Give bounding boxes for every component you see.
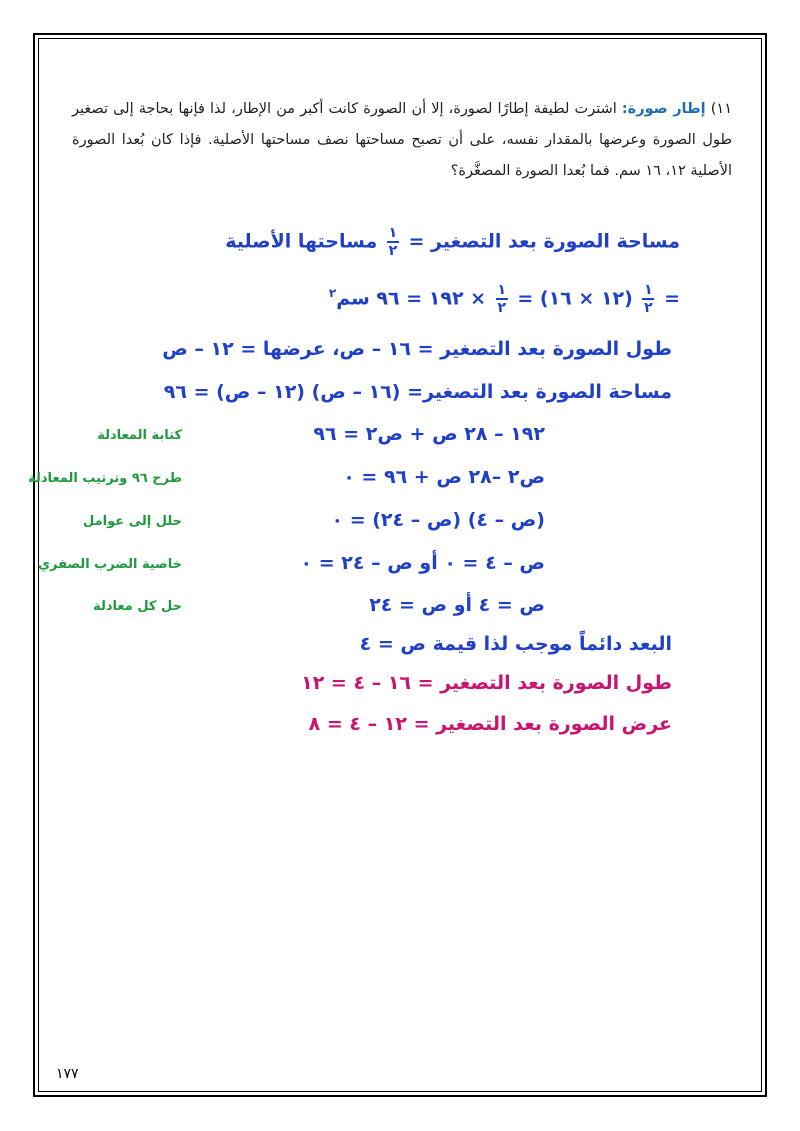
fraction-half-2	[496, 283, 508, 315]
fraction-denominator: ٢	[644, 300, 653, 316]
area-calculation-line	[329, 283, 680, 315]
step-5: ص = ٤ أو ص = ٢٤	[369, 594, 545, 616]
area-relation-line	[225, 226, 680, 258]
calc-prefix: =	[664, 287, 680, 310]
note-5: حل كل معادلة	[93, 599, 182, 614]
fraction-denominator: ٢	[497, 300, 506, 316]
calc-mid: (١٢ × ١٦) =	[517, 287, 633, 310]
final-width-line: عرض الصورة بعد التصغير = ١٢ – ٤ = ٨	[308, 713, 672, 735]
problem-number: ١١)	[710, 101, 732, 117]
fraction-half-1	[642, 283, 654, 315]
length-width-line: طول الصورة بعد التصغير = ١٦ – ص، عرضها = ١٢ – ص	[162, 338, 672, 360]
calc-superscript: ٢	[328, 286, 337, 301]
note-2: طرح ٩٦ وترتيب المعادلة	[28, 471, 182, 486]
fraction-denominator: ٢	[388, 243, 398, 259]
fraction-numerator: ١	[644, 282, 653, 298]
fraction-numerator: ١	[388, 225, 398, 241]
area-relation-left: مساحة الصورة بعد التصغير =	[408, 230, 680, 253]
conclusion-line: البعد دائماً موجب لذا قيمة ص = ٤	[359, 633, 672, 655]
fraction-half	[387, 226, 399, 258]
step-4: ص – ٤ = ٠ أو ص – ٢٤ = ٠	[300, 552, 545, 574]
note-4: خاصية الضرب الصفري	[38, 557, 182, 572]
step-1: ١٩٢ – ٢٨ ص + ص٢ = ٩٦	[313, 423, 545, 445]
problem-statement	[72, 94, 732, 187]
page-number: ١٧٧	[56, 1066, 79, 1082]
final-length-line: طول الصورة بعد التصغير = ١٦ – ٤ = ١٢	[301, 672, 672, 694]
area-relation-right: مساحتها الأصلية	[225, 230, 378, 253]
area-equation-line: مساحة الصورة بعد التصغير= (١٦ – ص) (١٢ – ص) = ٩٦	[163, 381, 672, 403]
fraction-numerator: ١	[497, 282, 506, 298]
step-2: ص٢ –٢٨ ص + ٩٦ = ٠	[343, 466, 545, 488]
problem-text: اشترت لطيفة إطارًا لصورة، إلا أن الصورة كانت أكبر من الإطار، لذا فإنها بحاجة إلى تصغير طول الصورة وعرضها بالمقدار نفسه، على أن تصبح مساحتها نصف مساحتها الأصلية. فإذا كان بُعدا الصورة الأصلية ١٢، ١٦ سم. فما بُعدا الصورة المصغَّرة؟	[72, 101, 732, 179]
step-3: (ص – ٤) (ص – ٢٤) = ٠	[331, 509, 545, 531]
problem-title: إطار صورة:	[621, 101, 706, 117]
note-1: كتابة المعادلة	[97, 428, 182, 443]
calc-end: × ١٩٢ = ٩٦ سم	[336, 287, 487, 310]
note-3: حلل إلى عوامل	[83, 514, 182, 529]
